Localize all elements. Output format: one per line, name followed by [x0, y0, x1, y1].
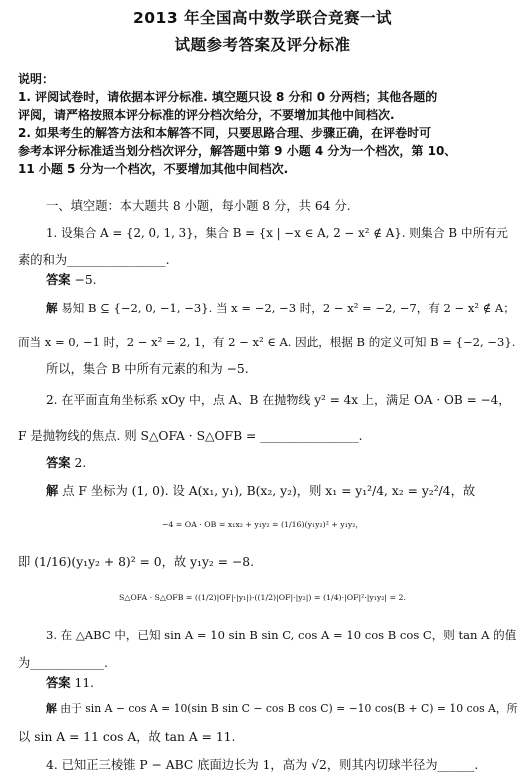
problem-4-text: 4. 已知正三棱锥 P − ABC 底面边长为 1，高为 √2，则其内切球半径为______. [46, 758, 479, 772]
document-title: 2013 年全国高中数学联合竞赛一试 [132, 9, 393, 27]
document-subtitle: 试题参考答案及评分标准 [174, 36, 351, 54]
problem-1-text: 素的和为________________. [18, 253, 170, 267]
instruction-line: 评阅，请严格按照本评分标准的评分档次给分，不要增加其他中间档次. [18, 108, 395, 122]
problem-1-text: 1. 设集合 A = {2, 0, 1, 3}，集合 B = {x | −x ∈ A, 2 − x² ∉ A}. 则集合 B 中所有元 [46, 226, 508, 240]
problem-2-equation: S△OFA · S△OFB = ((1/2)|OF|·|y₁|)·((1/2)|OF|·|y₂|) = (1/4)·|OF|²·|y₁y₂| = 2. [119, 593, 406, 602]
instruction-line: 参考本评分标准适当划分档次评分，解答题中第 9 小题 4 分为一个档次，第 10、 [18, 144, 457, 158]
instruction-line: 1. 评阅试卷时，请依据本评分标准. 填空题只设 8 分和 0 分两档；其他各题的 [18, 90, 438, 104]
problem-3-solution [46, 700, 517, 718]
problem-1-answer [46, 271, 97, 289]
instruction-line: 11 小题 5 分为一个档次，不要增加其他中间档次. [18, 162, 289, 176]
answer-label: 答案 [46, 273, 71, 287]
section-heading: 一、填空题：本大题共 8 小题，每小题 8 分，共 64 分. [46, 199, 351, 213]
problem-2-solution: 即 (1/16)(y₁y₂ + 8)² = 0，故 y₁y₂ = −8. [18, 555, 254, 569]
problem-3-solution: 以 sin A = 11 cos A，故 tan A = 11. [18, 730, 236, 744]
answer-label: 答案 [46, 676, 71, 690]
answer-label: 答案 [46, 456, 71, 470]
instruction-line: 2. 如果考生的解答方法和本解答不同，只要思路合理、步骤正确，在评卷时可 [18, 126, 432, 140]
problem-1-solution [46, 299, 515, 317]
solution-label: 解 [46, 301, 58, 315]
problem-1-solution: 而当 x = 0, −1 时，2 − x² = 2, 1，有 2 − x² ∈ A. 因此，根据 B 的定义可知 B = {−2, −3}. [18, 335, 516, 349]
problem-2-answer [46, 454, 86, 472]
problem-3-text: 3. 在 △ABC 中，已知 sin A = 10 sin B sin C, cos A = 10 cos B cos C，则 tan A 的值 [46, 628, 517, 642]
problem-2-text: F 是抛物线的焦点. 则 S△OFA · S△OFB = ________________. [18, 429, 363, 443]
answer-value: 11. [70, 676, 95, 690]
answer-value: 2. [70, 456, 87, 470]
instructions-heading: 说明： [18, 72, 55, 86]
solution-label: 解 [46, 702, 57, 715]
problem-3-answer [46, 674, 94, 692]
solution-label: 解 [46, 484, 59, 498]
problem-2-text: 2. 在平面直角坐标系 xOy 中，点 A、B 在抛物线 y² = 4x 上，满足 OA · OB = −4， [46, 393, 511, 407]
solution-text: 易知 B ⊆ {−2, 0, −1, −3}. 当 x = −2, −3 时，2 − x² = −2, −7，有 2 − x² ∉ A； [57, 301, 515, 315]
solution-text: 由于 sin A − cos A = 10(sin B sin C − cos B cos C) = −10 cos(B + C) = 10 cos A，所 [56, 702, 518, 715]
problem-2-equation: −4 = OA · OB = x₁x₂ + y₁y₂ = (1/16)(y₁y₂)² + y₁y₂， [161, 520, 364, 529]
problem-3-text: 为____________. [18, 656, 108, 670]
solution-text: 点 F 坐标为 (1, 0). 设 A(x₁, y₁), B(x₂, y₂)，则 x₁ = y₁²/4, x₂ = y₂²/4，故 [58, 484, 476, 498]
problem-1-solution: 所以，集合 B 中所有元素的和为 −5. [46, 362, 249, 376]
answer-value: −5. [70, 273, 97, 287]
problem-2-solution [46, 482, 475, 500]
